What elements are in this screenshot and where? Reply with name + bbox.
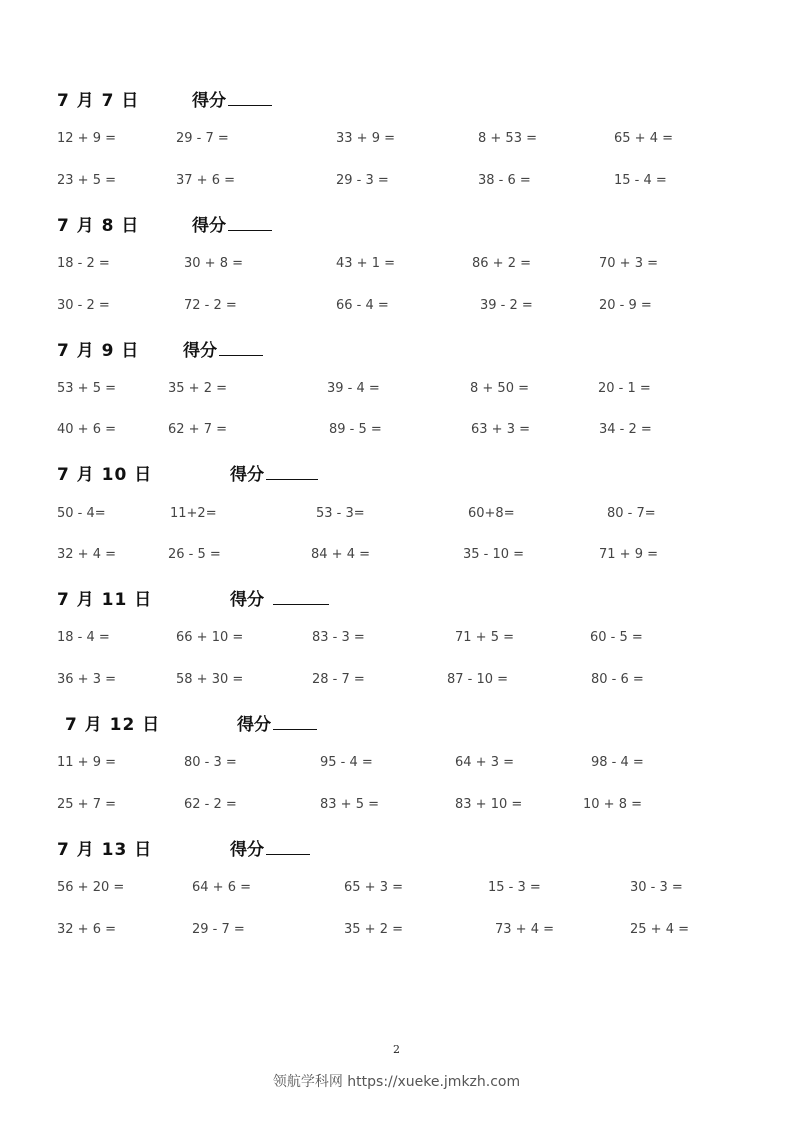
problem: 43 + 1 = (336, 256, 395, 271)
problem: 86 + 2 = (472, 256, 531, 271)
problem: 83 + 5 = (320, 797, 379, 812)
problem: 72 - 2 = (184, 298, 237, 313)
problem: 63 + 3 = (471, 422, 530, 437)
problem: 80 - 7= (607, 506, 656, 521)
section-date: 7 月 9 日 (57, 341, 140, 361)
problem: 60 - 5 = (590, 630, 643, 645)
problem: 15 - 4 = (614, 173, 667, 188)
score-field (183, 336, 263, 361)
problem: 64 + 6 = (192, 880, 251, 895)
problem: 15 - 3 = (488, 880, 541, 895)
problem: 39 - 4 = (327, 381, 380, 396)
problem: 29 - 7 = (192, 922, 245, 937)
problem: 26 - 5 = (168, 547, 221, 562)
problem: 29 - 3 = (336, 173, 389, 188)
score-blank[interactable] (219, 341, 263, 356)
problem: 18 - 2 = (57, 256, 110, 271)
problem: 8 + 53 = (478, 131, 537, 146)
problem: 60+8= (468, 506, 515, 521)
problem: 32 + 4 = (57, 547, 116, 562)
problem: 25 + 7 = (57, 797, 116, 812)
problem: 71 + 5 = (455, 630, 514, 645)
problem: 28 - 7 = (312, 672, 365, 687)
problem: 30 + 8 = (184, 256, 243, 271)
problem: 20 - 9 = (599, 298, 652, 313)
problem: 87 - 10 = (447, 672, 509, 687)
score-blank[interactable] (273, 715, 317, 730)
problem: 12 + 9 = (57, 131, 116, 146)
problem: 18 - 4 = (57, 630, 110, 645)
score-blank[interactable] (266, 465, 318, 480)
problem: 95 - 4 = (320, 755, 373, 770)
problem: 35 - 10 = (463, 547, 525, 562)
score-field (192, 211, 272, 236)
problem: 98 - 4 = (591, 755, 644, 770)
page-number: 2 (393, 1043, 400, 1056)
problem: 50 - 4= (57, 506, 106, 521)
problem: 25 + 4 = (630, 922, 689, 937)
problem: 70 + 3 = (599, 256, 658, 271)
problem: 10 + 8 = (583, 797, 642, 812)
problem: 34 - 2 = (599, 422, 652, 437)
problem: 40 + 6 = (57, 422, 116, 437)
problem: 39 - 2 = (480, 298, 533, 313)
problem: 23 + 5 = (57, 173, 116, 188)
problem: 66 - 4 = (336, 298, 389, 313)
score-field (192, 86, 272, 111)
score-label: 得分 (230, 840, 264, 860)
score-field (237, 710, 317, 735)
score-label: 得分 (230, 465, 264, 485)
section-date: 7 月 13 日 (57, 840, 153, 860)
problem: 32 + 6 = (57, 922, 116, 937)
section-date: 7 月 7 日 (57, 91, 140, 111)
score-field (230, 585, 329, 610)
section-date: 7 月 8 日 (57, 216, 140, 236)
problem: 62 - 2 = (184, 797, 237, 812)
problem: 30 - 2 = (57, 298, 110, 313)
problem: 29 - 7 = (176, 131, 229, 146)
score-label: 得分 (192, 91, 226, 111)
problem: 80 - 6 = (591, 672, 644, 687)
problem: 65 + 3 = (344, 880, 403, 895)
problem: 58 + 30 = (176, 672, 244, 687)
section-date: 7 月 12 日 (65, 715, 161, 735)
section-date: 7 月 10 日 (57, 465, 153, 485)
problem: 35 + 2 = (168, 381, 227, 396)
score-label: 得分 (237, 715, 271, 735)
section-date: 7 月 11 日 (57, 590, 153, 610)
problem: 71 + 9 = (599, 547, 658, 562)
problem: 53 + 5 = (57, 381, 116, 396)
score-label: 得分 (183, 341, 217, 361)
score-blank[interactable] (228, 216, 272, 231)
problem: 83 - 3 = (312, 630, 365, 645)
score-label: 得分 (192, 216, 226, 236)
problem: 56 + 20 = (57, 880, 125, 895)
problem: 53 - 3= (316, 506, 365, 521)
problem: 80 - 3 = (184, 755, 237, 770)
problem: 20 - 1 = (598, 381, 651, 396)
score-blank[interactable] (266, 840, 310, 855)
problem: 73 + 4 = (495, 922, 554, 937)
footer-watermark: 领航学科网 https://xueke.jmkzh.com (272, 1074, 521, 1090)
problem: 30 - 3 = (630, 880, 683, 895)
problem: 62 + 7 = (168, 422, 227, 437)
problem: 33 + 9 = (336, 131, 395, 146)
problem: 37 + 6 = (176, 173, 235, 188)
problem: 64 + 3 = (455, 755, 514, 770)
problem: 36 + 3 = (57, 672, 116, 687)
score-field (230, 835, 310, 860)
problem: 35 + 2 = (344, 922, 403, 937)
score-field (230, 460, 318, 485)
problem: 11+2= (170, 506, 217, 521)
problem: 65 + 4 = (614, 131, 673, 146)
problem: 11 + 9 = (57, 755, 116, 770)
problem: 84 + 4 = (311, 547, 370, 562)
problem: 8 + 50 = (470, 381, 529, 396)
score-label: 得分 (230, 590, 264, 610)
score-blank[interactable] (273, 590, 329, 605)
score-blank[interactable] (228, 91, 272, 106)
problem: 38 - 6 = (478, 173, 531, 188)
problem: 66 + 10 = (176, 630, 244, 645)
problem: 83 + 10 = (455, 797, 523, 812)
problem: 89 - 5 = (329, 422, 382, 437)
